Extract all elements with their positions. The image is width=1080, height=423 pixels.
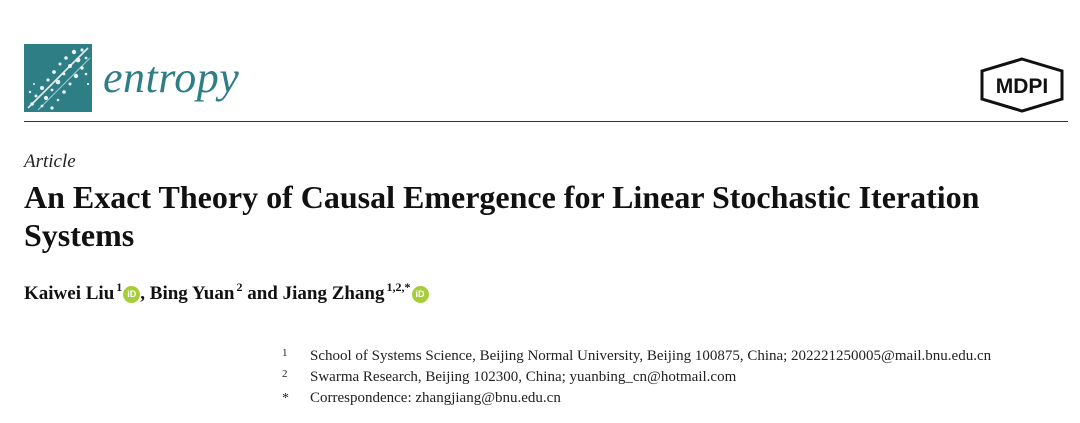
affiliation-marker: 2	[282, 368, 288, 380]
orcid-icon[interactable]: iD	[123, 286, 140, 303]
journal-name: entropy	[103, 53, 240, 102]
affiliation-text: School of Systems Science, Beijing Normal University, Beijing 100875, China; 202221250005@mail.bnu.edu.cn	[310, 348, 992, 364]
affiliation-item	[282, 346, 1072, 367]
author-affiliation-marker: 1,2,*	[386, 280, 411, 294]
journal-header	[0, 0, 1080, 122]
correspondence-text: Correspondence: zhangjiang@bnu.edu.cn	[310, 390, 561, 406]
author-list	[24, 280, 429, 305]
author-name: Kaiwei Liu	[24, 283, 115, 304]
author-name: Bing Yuan	[149, 283, 235, 304]
article-type: Article	[24, 151, 76, 172]
affiliation-marker: 1	[282, 347, 288, 359]
publisher-logo-icon	[979, 57, 1065, 113]
orcid-icon[interactable]: iD	[412, 286, 429, 303]
correspondence-item	[282, 388, 1072, 409]
affiliation-item	[282, 367, 1072, 388]
journal-logo-icon	[24, 44, 92, 112]
author-name: Jiang Zhang	[282, 283, 385, 304]
header-divider	[24, 121, 1068, 122]
author-affiliation-marker: 2	[236, 280, 243, 294]
correspondence-marker: *	[282, 391, 289, 406]
publisher-logo-text: MDPI	[995, 75, 1049, 98]
affiliation-text: Swarma Research, Beijing 102300, China; yuanbing_cn@hotmail.com	[310, 369, 737, 385]
author-separator: ,	[140, 283, 150, 304]
author-separator: and	[242, 283, 283, 304]
affiliation-list	[282, 346, 1072, 409]
paper-title: An Exact Theory of Causal Emergence for Linear Stochastic Iteration Systems	[24, 179, 980, 253]
author-affiliation-marker: 1	[116, 280, 123, 294]
